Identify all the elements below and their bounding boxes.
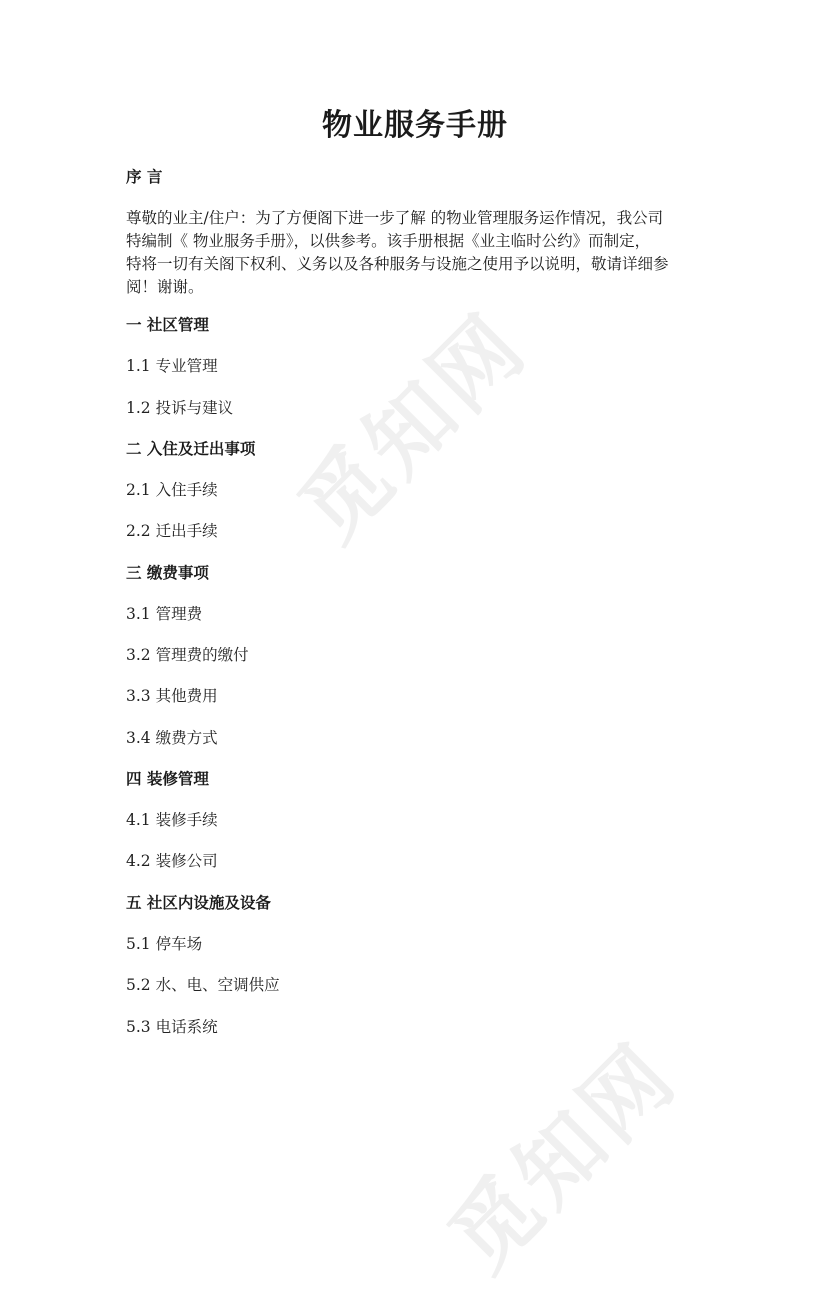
preface-heading: 序 言 [126, 168, 163, 186]
toc-item: 3.1 管理费 [126, 605, 203, 623]
section-heading: 四 装修管理 [126, 770, 209, 788]
preface-line: 阅！谢谢。 [126, 278, 204, 296]
section-heading: 二 入住及迁出事项 [126, 440, 256, 458]
section-heading: 五 社区内设施及设备 [126, 894, 271, 912]
document-title: 物业服务手册 [322, 108, 508, 143]
toc-item: 3.4 缴费方式 [126, 729, 218, 747]
toc-item: 2.1 入住手续 [126, 481, 218, 499]
toc-item: 3.2 管理费的缴付 [126, 646, 249, 664]
toc-item: 5.3 电话系统 [126, 1018, 218, 1036]
preface-line: 尊敬的业主/住户：为了方便阁下进一步了解 的物业管理服务运作情况，我公司 [126, 209, 664, 227]
preface-line: 特将一切有关阁下权利、义务以及各种服务与设施之使用予以说明，敬请详细参 [126, 255, 669, 273]
toc-item: 5.1 停车场 [126, 935, 203, 953]
toc-item: 2.2 迁出手续 [126, 522, 218, 540]
toc-item: 1.2 投诉与建议 [126, 399, 234, 417]
toc-item: 4.1 装修手续 [126, 811, 218, 829]
toc-item: 4.2 装修公司 [126, 852, 218, 870]
preface-paragraph [126, 207, 716, 299]
section-heading: 三 缴费事项 [126, 564, 209, 582]
toc-item: 1.1 专业管理 [126, 357, 218, 375]
section-heading: 一 社区管理 [126, 316, 209, 334]
toc-item: 3.3 其他费用 [126, 687, 218, 705]
toc-item: 5.2 水、电、空调供应 [126, 976, 280, 994]
watermark-bottom: 觅知网 [430, 1024, 697, 1291]
preface-line: 特编制《 物业服务手册》，以供参考。该手册根据《业主临时公约》而制定， [126, 232, 651, 250]
watermark: 觅知网 [280, 294, 547, 561]
